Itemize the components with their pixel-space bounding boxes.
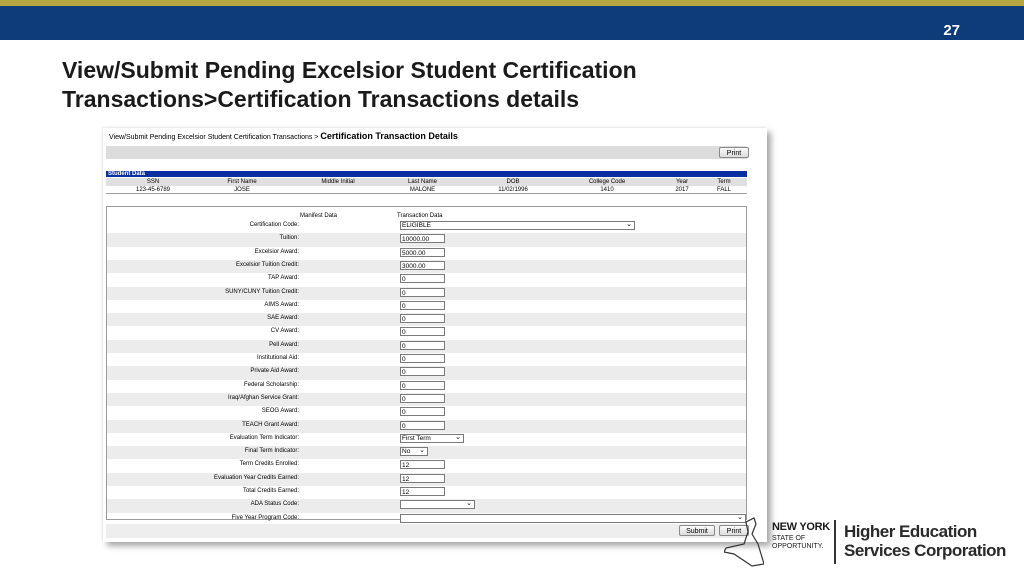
student-col-header: SSN: [146, 179, 160, 185]
certification-row: [107, 247, 746, 260]
ny-state-tagline: [772, 535, 823, 551]
certification-row: [107, 353, 746, 366]
field-label: CV Award:: [270, 328, 299, 335]
slide-title: [62, 56, 862, 114]
transaction-data-column: Transaction Data: [397, 213, 443, 219]
student-col-value: 1410: [600, 187, 614, 193]
hesc-line-1: Higher Education: [844, 522, 977, 541]
ny-tagline-line-1: STATE OF: [772, 535, 806, 542]
field-label: Federal Scholarship:: [243, 381, 299, 388]
field-label: SEOG Award:: [261, 408, 299, 415]
certification-row: [107, 300, 746, 313]
field-label: Evaluation Term Indicator:: [229, 434, 299, 441]
transaction-input[interactable]: 0: [400, 381, 445, 390]
certification-row: [107, 393, 746, 406]
transaction-input[interactable]: 12: [400, 474, 445, 483]
certification-row: [107, 233, 746, 246]
student-col-header: Year: [675, 179, 689, 185]
student-col-value: 2017: [675, 187, 689, 193]
logo-divider: [834, 520, 836, 564]
transaction-input[interactable]: 0: [400, 274, 445, 283]
field-label: Certification Code:: [249, 222, 299, 228]
student-col-header: Last Name: [407, 179, 437, 185]
student-col-value: JOSE: [234, 187, 250, 193]
transaction-input[interactable]: 12: [400, 460, 445, 469]
student-col-value: MALONE: [409, 187, 436, 193]
ny-state-wordmark: NEW YORK: [772, 521, 830, 533]
chevron-down-icon[interactable]: ⌄: [626, 221, 632, 228]
field-label: Pell Award:: [269, 341, 299, 348]
transaction-input[interactable]: 3000.00: [400, 261, 445, 270]
bottom-button-bar: [106, 524, 747, 538]
select-value: ELIGIBLE: [402, 222, 431, 229]
student-col-value: 11/02/1996: [498, 187, 528, 193]
print-button-top[interactable]: Print: [719, 147, 749, 158]
field-label: TAP Award:: [267, 275, 299, 282]
field-label: TEACH Grant Award:: [242, 421, 299, 428]
transaction-input[interactable]: 0: [400, 327, 445, 336]
transaction-input[interactable]: 10000.00: [400, 234, 445, 243]
transaction-input[interactable]: 0: [400, 394, 445, 403]
field-label: Institutional Aid:: [256, 355, 299, 361]
field-label: Term Credits Enrolled:: [239, 461, 299, 468]
certification-row: [107, 260, 746, 273]
student-data-header: Student Data: [106, 171, 747, 177]
app-screenshot: [103, 128, 767, 542]
certification-row: [107, 313, 746, 326]
student-col-header: College Code: [588, 179, 626, 185]
certification-row: [107, 486, 746, 499]
ny-tagline-line-2: OPPORTUNITY.: [772, 543, 824, 550]
select-value: First Term: [402, 434, 431, 442]
field-label: SAE Award:: [267, 315, 299, 322]
hesc-wordmark: [844, 522, 1006, 560]
student-col-header: First Name: [227, 179, 257, 185]
certification-row: [107, 340, 746, 353]
transaction-input[interactable]: 0: [400, 421, 445, 430]
student-data-values: [106, 186, 747, 194]
certification-row: [107, 380, 746, 393]
transaction-input[interactable]: 0: [400, 354, 445, 363]
page-heading: Certification Transaction Details: [320, 131, 458, 141]
breadcrumb-path[interactable]: View/Submit Pending Excelsior Student Certification Transactions >: [109, 134, 319, 141]
student-col-header: Middle Initial: [321, 179, 355, 185]
slide-title-line-2: Transactions>Certification Transactions details: [62, 86, 580, 112]
certification-row: [107, 420, 746, 433]
chevron-down-icon[interactable]: ⌄: [419, 447, 425, 455]
transaction-input[interactable]: 0: [400, 341, 445, 350]
transaction-input[interactable]: 0: [400, 301, 445, 310]
student-col-value: FALL: [716, 187, 731, 193]
breadcrumb: [109, 131, 458, 141]
slide-title-line-1: View/Submit Pending Excelsior Student Certification: [62, 57, 637, 83]
top-button-bar: [106, 146, 747, 159]
transaction-select[interactable]: [400, 434, 464, 443]
transaction-input[interactable]: 0: [400, 314, 445, 323]
transaction-select[interactable]: [400, 221, 635, 230]
field-label: Evaluation Year Credits Earned:: [213, 474, 299, 481]
certification-row: [107, 273, 746, 286]
ny-state-outline-icon: [724, 514, 764, 570]
transaction-input[interactable]: 0: [400, 288, 445, 297]
transaction-select[interactable]: [400, 500, 475, 509]
field-label: Iraq/Afghan Service Grant:: [227, 394, 299, 401]
field-label: SUNY/CUNY Tuition Credit:: [225, 288, 299, 295]
hesc-line-2: Services Corporation: [844, 541, 1006, 560]
field-label: Excelsior Award:: [254, 248, 299, 255]
manifest-data-column: Manifest Data: [300, 213, 338, 219]
certification-row: [107, 220, 746, 233]
print-button-bottom[interactable]: Print: [719, 525, 749, 536]
field-label: Excelsior Tuition Credit:: [235, 261, 299, 268]
transaction-input[interactable]: 5000.00: [400, 248, 445, 257]
certification-info-panel: [106, 206, 747, 520]
slide-number: 27: [943, 22, 960, 39]
slide-header-bar: [0, 6, 1024, 40]
certification-row: [107, 459, 746, 472]
field-label: ADA Status Code:: [250, 501, 299, 508]
transaction-input[interactable]: 12: [400, 487, 445, 496]
hesc-logo: [738, 514, 1018, 570]
certification-row: [107, 326, 746, 339]
certification-columns: [107, 213, 746, 220]
chevron-down-icon[interactable]: ⌄: [466, 500, 472, 508]
certification-row: [107, 433, 746, 446]
chevron-down-icon[interactable]: ⌄: [455, 433, 461, 441]
certification-row: [107, 446, 746, 459]
field-label: Final Term Indicator:: [244, 448, 299, 455]
certification-row: [107, 499, 746, 512]
field-label: Five Year Program Code:: [231, 514, 299, 521]
student-data-columns: [106, 178, 747, 186]
select-value: No: [402, 448, 411, 456]
transaction-input[interactable]: 0: [400, 407, 445, 416]
certification-row: [107, 287, 746, 300]
certification-row: [107, 406, 746, 419]
field-label: Total Credits Earned:: [242, 488, 299, 494]
student-col-value: 123-45-6789: [135, 187, 171, 193]
field-label: AIMS Award:: [264, 301, 299, 308]
submit-button[interactable]: Submit: [679, 525, 715, 536]
field-label: Private Aid Award:: [250, 368, 299, 375]
field-label: Tuition:: [279, 235, 299, 242]
transaction-select[interactable]: [400, 514, 746, 523]
chevron-down-icon[interactable]: ⌄: [737, 513, 743, 521]
certification-row: [107, 473, 746, 486]
student-col-header: Term: [717, 179, 731, 185]
certification-row: [107, 366, 746, 379]
student-col-header: DOB: [506, 179, 520, 185]
transaction-select[interactable]: [400, 447, 428, 456]
transaction-input[interactable]: 0: [400, 367, 445, 376]
